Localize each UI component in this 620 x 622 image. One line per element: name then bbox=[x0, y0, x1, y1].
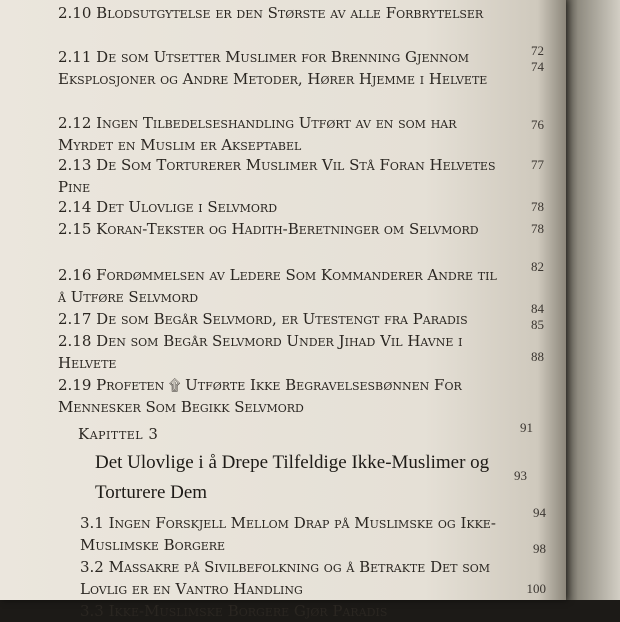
toc-entry-page: 98 bbox=[533, 541, 546, 556]
toc-entry bbox=[58, 154, 544, 198]
chapter-title: Det Ulovlige i å Drepe Tilfeldige Ikke-Muslimer og Torturere Dem bbox=[95, 452, 490, 503]
toc-entry-page: 85 bbox=[531, 317, 544, 332]
toc-entry-page: 84 bbox=[531, 301, 544, 316]
toc-entry-title: 2.15 Koran-Tekster og Hadith-Beretninger om Selvmord bbox=[58, 220, 479, 238]
toc-entry-title: 2.12 Ingen Tilbedelseshandling Utført av en som har Myrdet en Muslim er Akseptabel bbox=[58, 114, 457, 154]
toc-entry-page: 82 bbox=[531, 259, 544, 274]
toc-entry-title: 3.1 Ingen Forskjell Mellom Drap på Muslimske og Ikke-Muslimske Borgere bbox=[80, 514, 496, 554]
toc-entry-title: 3.2 Massakre på Sivilbefolkning og å Betrakte Det som Lovlig er en Vantro Handling bbox=[80, 558, 491, 598]
chapter-label: Kapittel 3 bbox=[78, 425, 159, 443]
toc-entry-page: 74 bbox=[531, 59, 544, 74]
toc-entry-page: 78 bbox=[531, 221, 544, 236]
toc-entry-page: 77 bbox=[531, 157, 544, 172]
toc-entry-page: 72 bbox=[531, 43, 544, 58]
toc-entry-title: 2.14 Det Ulovlige i Selvmord bbox=[58, 198, 278, 216]
toc-entry-page: 76 bbox=[531, 117, 544, 132]
chapter-title-page: 93 bbox=[514, 468, 527, 483]
chapter-label-page: 91 bbox=[520, 420, 533, 435]
toc-entry bbox=[58, 46, 544, 90]
toc-entry-title: 2.18 Den som Begår Selvmord Under Jihad Vil Havne i Helvete bbox=[58, 332, 463, 372]
toc-entry bbox=[58, 259, 544, 308]
adjacent-page bbox=[560, 0, 620, 600]
toc-entry bbox=[80, 505, 546, 556]
toc-entry-title: 2.16 Fordømmelsen av Ledere Som Kommanderer Andre til å Utføre Selvmord bbox=[58, 266, 497, 306]
toc-entry bbox=[80, 541, 546, 600]
toc-entry-title: 2.10 Blodsutgytelse er den Største av alle Forbrytelser bbox=[58, 4, 484, 22]
toc-entry-title: 3.3 Ikke-Muslimske Borgere Gjør Paradis bbox=[80, 602, 388, 620]
toc-entry-page: 88 bbox=[531, 349, 544, 364]
toc-entry-title: 2.19 Profeten ۩ Utførte Ikke Begravelsesbønnen For Mennesker Som Begikk Selvmord bbox=[58, 376, 462, 416]
toc-entry bbox=[58, 112, 544, 156]
toc-entry bbox=[58, 218, 544, 240]
toc-entry bbox=[58, 2, 544, 58]
toc-entry-title: 2.11 De som Utsetter Muslimer for Brenning Gjennom Eksplosjoner og Andre Metoder, Hører Hjemme i Helvete bbox=[58, 48, 488, 88]
toc-entry-title: 2.13 De Som Torturerer Muslimer Vil Stå Foran Helvetes Pine bbox=[58, 156, 496, 196]
toc-entry-page: 100 bbox=[526, 581, 546, 596]
toc-entry bbox=[80, 581, 546, 622]
toc-entry-title: 2.17 De som Begår Selvmord, er Utestengt fra Paradis bbox=[58, 310, 468, 328]
toc-entry bbox=[58, 301, 544, 330]
toc-entry-page: 94 bbox=[533, 505, 546, 520]
toc-entry bbox=[58, 196, 544, 218]
toc-entry-page: 78 bbox=[531, 199, 544, 214]
